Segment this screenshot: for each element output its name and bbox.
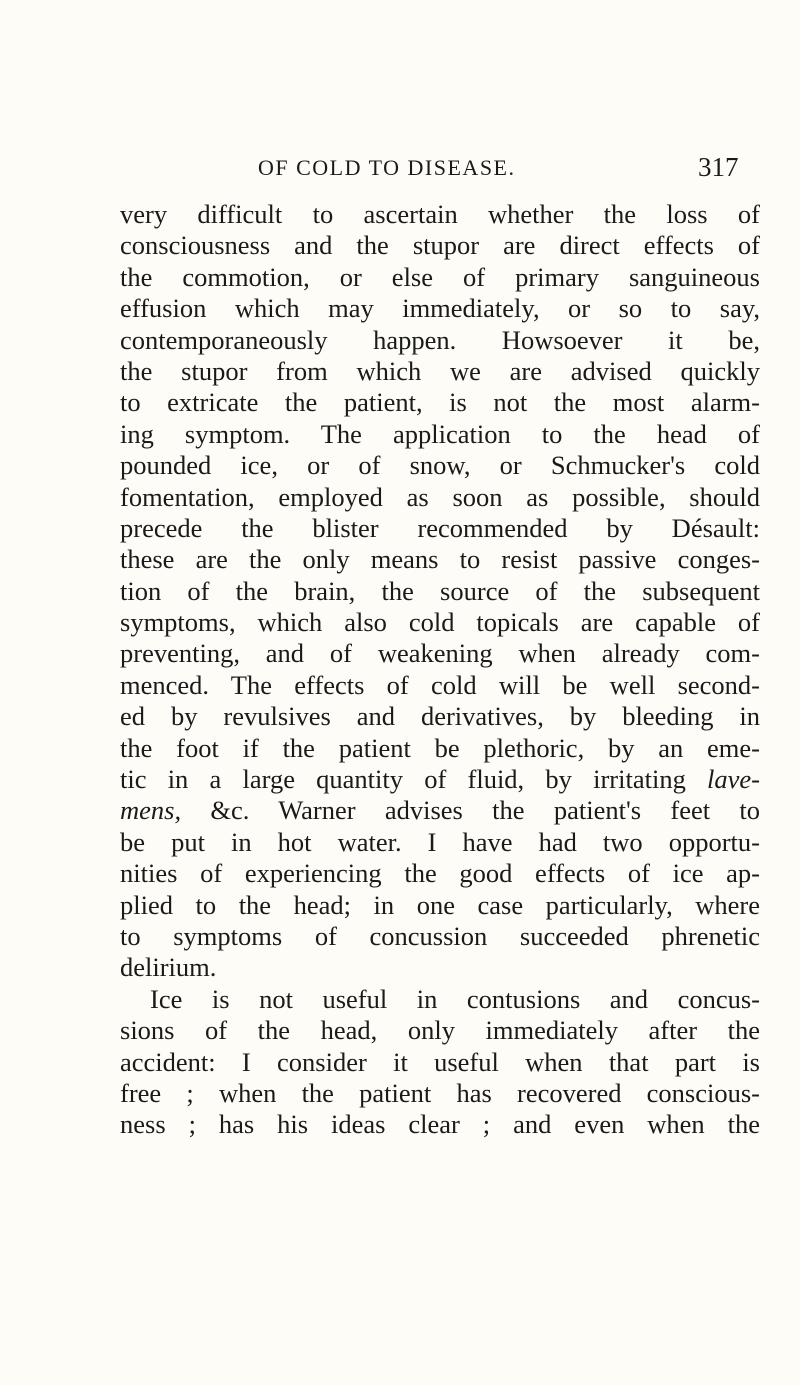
running-title: OF COLD TO DISEASE. — [258, 155, 516, 180]
text-line: pounded ice, or of snow, or Schmucker's cold — [120, 450, 760, 481]
text-line: these are the only means to resist passive conges- — [120, 544, 760, 575]
text-line: ing symptom. The application to the head of — [120, 418, 760, 449]
text-line: tion of the brain, the source of the subsequent — [120, 575, 760, 606]
text-line: plied to the head; in one case particularly, where — [120, 889, 760, 920]
text-line: consciousness and the stupor are direct effects of — [120, 230, 760, 261]
text-line: ed by revulsives and derivatives, by bleeding in — [120, 701, 760, 732]
text-line: delirium. — [120, 952, 217, 983]
text-line: the commotion, or else of primary sanguineous — [120, 261, 760, 292]
body-text — [120, 199, 760, 1141]
text-segment: tic in a large quantity of fluid, by irritating — [120, 764, 686, 795]
text-line: be put in hot water. I have had two opportu- — [120, 826, 760, 857]
running-head — [258, 152, 758, 185]
text-line: contemporaneously happen. Howsoever it be, — [120, 324, 760, 355]
text-line: accident: I consider it useful when that part is — [120, 1046, 760, 1077]
text-line: ness ; has his ideas clear ; and even when the — [120, 1109, 760, 1140]
text-line: the stupor from which we are advised quickly — [120, 355, 760, 386]
text-line-with-italic — [120, 795, 760, 826]
text-line: sions of the head, only immediately after the — [120, 1015, 760, 1046]
text-line: the foot if the patient be plethoric, by an eme- — [120, 732, 760, 763]
text-line-with-italic — [120, 764, 760, 795]
text-line: very difficult to ascertain whether the loss of — [120, 199, 760, 229]
page-number: 317 — [698, 152, 739, 182]
text-line: precede the blister recommended by Désault: — [120, 512, 760, 543]
text-line: free ; when the patient has recovered conscious- — [120, 1077, 760, 1108]
italic-term: mens, — [120, 795, 182, 826]
italic-term: lave- — [707, 764, 761, 795]
text-segment: &c. Warner advises the patient's feet to — [210, 795, 760, 826]
text-line: to symptoms of concussion succeeded phrenetic — [120, 920, 760, 951]
text-line: preventing, and of weakening when already com- — [120, 638, 760, 669]
text-line: symptoms, which also cold topicals are capable of — [120, 607, 760, 638]
text-line: nities of experiencing the good effects of ice ap- — [120, 858, 760, 889]
text-line: fomentation, employed as soon as possible, should — [120, 481, 760, 512]
text-line: Ice is not useful in contusions and concus- — [150, 983, 760, 1014]
text-line: effusion which may immediately, or so to say, — [120, 293, 760, 324]
text-line: menced. The effects of cold will be well second- — [120, 669, 760, 700]
text-line: to extricate the patient, is not the most alarm- — [120, 387, 760, 418]
